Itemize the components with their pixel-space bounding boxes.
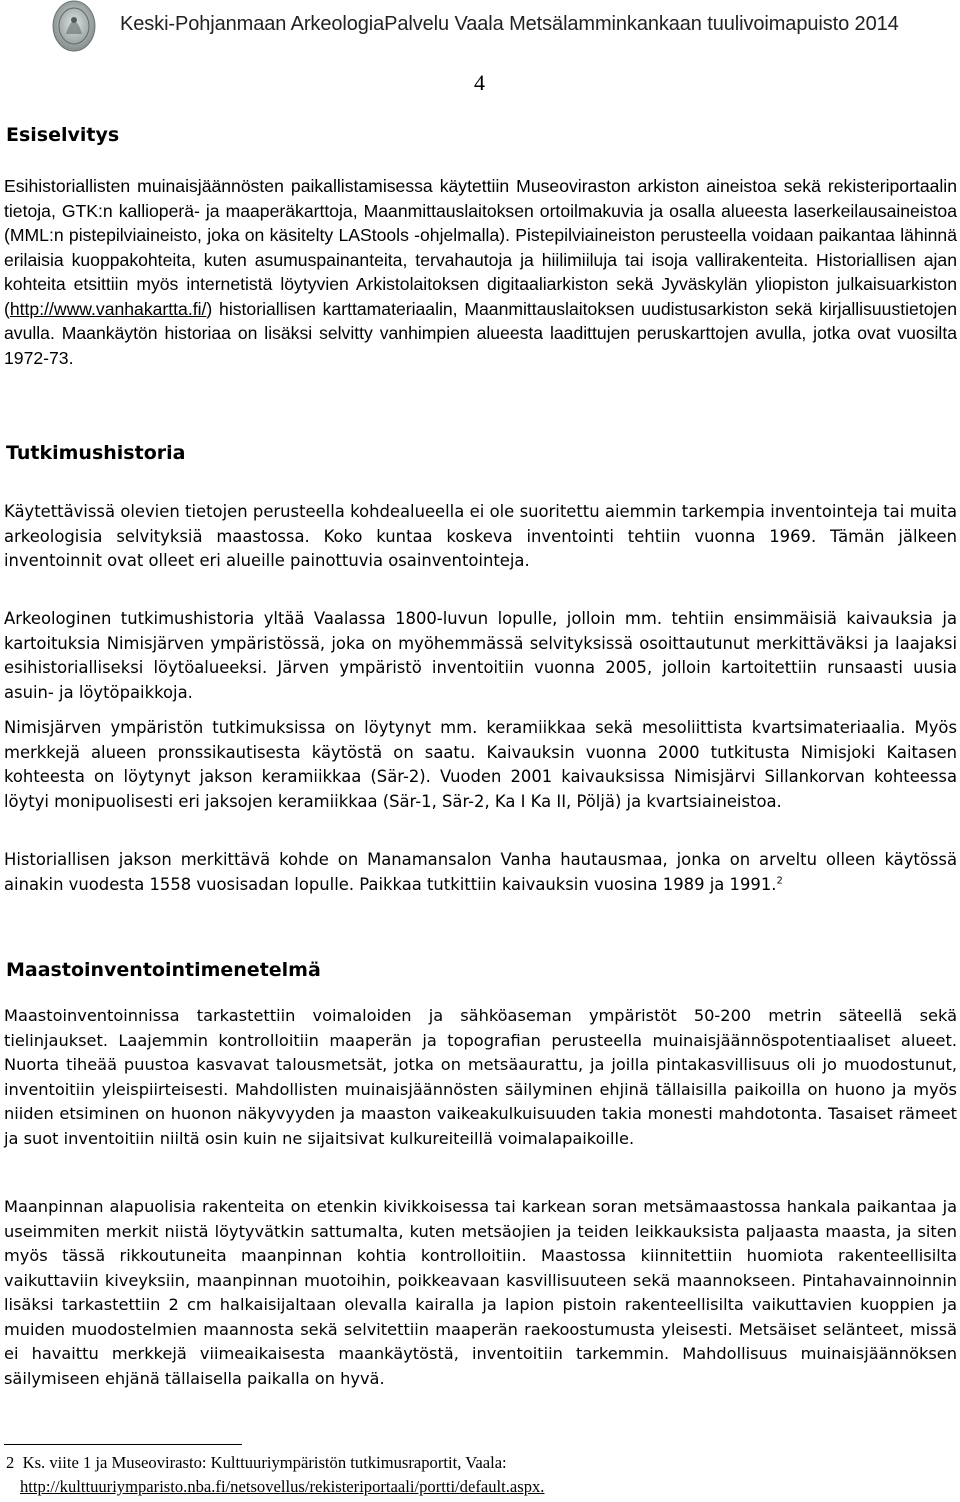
paragraph-tutkimushistoria-1: Käytettävissä olevien tietojen perusteella kohdealueella ei ole suoritettu aiemmin tarkempia inventointeja tai muita arkeologisia selvityksiä maastossa. Koko kuntaa koskeva inventointi tehtiin vuonna 1969. Tämän jälkeen inventoinnit ovat olleet eri alueille painottuvia osainventointeja.: [4, 502, 957, 570]
footnote-number: 2: [6, 1453, 15, 1472]
footnote-text: Ks. viite 1 ja Museovirasto: Kulttuuriympäristön tutkimusraportit, Vaala:: [22, 1453, 507, 1472]
section-heading-maastoinventointimenetelma: Maastoinventointimenetelmä: [6, 959, 321, 981]
paragraph-maastoinventointi-1: Maastoinventoinnissa tarkastettiin voimaloiden ja sähköaseman ympäristöt 50-200 metrin säteellä sekä tielinjaukset. Laajemmin kontrolloitiin maaperän ja topografian perusteella muinaisjäännöspotentiaaliset alueet. Nuorta tiheää puustoa kasvavat talousmetsät, jotka on metsäaurattu, ja joilla pintakasvillisuus oli jo muodostunut, inventoitiin yleispiirteisesti. Mahdollisten muinaisjäännösten säilyminen ehjinä tällaisilla paikoilla on huono ja myös niiden etsiminen on huonon näkyvyyden ja maaston vaikeakulkuisuuden takia monesti mahdotonta. Tasaiset rämeet ja suot inventoitiin niiltä osin kuin ne sijaitsivat kulkureiteillä voimalapaikoille.: [4, 1006, 957, 1148]
paragraph-tutkimushistoria-2: Arkeologinen tutkimushistoria yltää Vaalassa 1800-luvun lopulle, jolloin mm. tehtiin ensimmäisiä kaivauksia ja kartoituksia Nimisjärven ympäristössä, joka on myöhemmässä selvityksissä osoittautunut merkittäväksi ja laajaksi esihistorialliseksi löytöalueeksi. Järven ympäristö inventoitiin vuonna 2005, jolloin kartoitettiin runsaasti uusia asuin- ja löytöpaikkoja.: [4, 609, 957, 702]
paragraph-tutkimushistoria-4: Historiallisen jakson merkittävä kohde on Manamansalon Vanha hautausmaa, jonka on arveltu olleen käytössä ainakin vuodesta 1558 vuosisadan lopulle. Paikkaa tutkittiin kaivauksin vuosina 1989 ja 1991.$^2$: [4, 850, 957, 894]
footnote-divider: [4, 1444, 242, 1445]
page-number: 4: [474, 70, 485, 95]
footnote: [6, 1451, 946, 1499]
vanhakartta-link[interactable]: http://www.vanhakartta.fi/: [9, 298, 207, 319]
paragraph-esiselvitys: Esihistoriallisten muinaisjäännösten paikallistamisessa käytettiin Museoviraston arkiston aineistoa sekä rekisteriportaalin tietoja, GTK:n kallioperä- ja maaperäkarttoja, Maanmittauslaitoksen ortoilmakuvia ja osalla alueesta laserkeilausaineistoa (MML:n pistepilviaineisto, joka on käsitelty LAStools -ohjelmalla). Pistepilviaineiston perusteella voidaan paikantaa lähinnä erilaisia kuoppakohteita, kuten asumuspainanteita, tervahautoja ja hiilimiiluja tai isoja vallirakenteita. Historiallisen ajan kohteita etsittiin myös internetistä löytyvien Arkistolaitoksen digitaaliarkiston sekä Jyväskylän yliopiston julkaisuarkiston (http://www.vanhakartta.fi/) historiallisen karttamateriaalin, Maanmittauslaitoksen uudistusarkiston sekä kirjallisuustietojen avulla. Maankäytön historiaa on lisäksi selvitty vanhimpien alueesta laadittujen peruskarttojen avulla, jotka ovat vuosilta 1972-73.: [4, 176, 957, 368]
footnote-ref[interactable]: 2: [776, 875, 783, 887]
section-heading-tutkimushistoria: Tutkimushistoria: [6, 442, 186, 464]
organization-seal-icon: [52, 0, 96, 52]
section-heading-esiselvitys: Esiselvitys: [6, 124, 120, 146]
paragraph-maastoinventointi-2: Maanpinnan alapuolisia rakenteita on etenkin kivikkoisessa tai karkean soran metsämaastossa hankala paikantaa ja useimmiten merkit niistä löytyvätkin sattumalta, kuten metsäojien ja teiden leikkauksista paljaasta maasta, ja siten myös tässä rikkoutuneita maanpinnan kohtia kontrolloitiin. Maastossa kiinnitettiin huomiota rakenteellisilta vaikuttaviin kiveyksiin, maanpinnan muotoihin, poikkeavaan kasvillisuuteen sekä maannokseen. Pintahavainnoinnin lisäksi tarkastettiin 2 cm halkaisijaltaan olevalla kairalla ja lapion pistoin rakenteellisilta vaikuttavien kuoppien ja muiden muodostelmien maannosta sekä selvitettiin maaperän raekoostumusta yleisesti. Metsäiset selänteet, missä ei havaittu merkkejä viimeaikaisesta maankäytöstä, inventoitiin tarkemmin. Mahdollisuus muinaisjäännöksen säilymiseen ehjänä tällaisella paikalla on hyvä.: [4, 1197, 957, 1388]
header-title: Keski-Pohjanmaan ArkeologiaPalvelu Vaala Metsälamminkankaan tuulivoimapuisto 2014: [120, 13, 899, 35]
paragraph-tutkimushistoria-3: Nimisjärven ympäristön tutkimuksissa on löytynyt mm. keramiikkaa sekä mesoliittista kvartsimateriaalia. Myös merkkejä alueen pronssikautisesta käytöstä on saatu. Kaivauksin vuonna 2000 tutkitusta Nimisjoki Kaitasen kohteesta on löytynyt jakson keramiikkaa (Sär-2). Vuoden 2001 kaivauksissa Nimisjärvi Sillankorvan kohteessa löytyi monipuolisesti eri jaksojen keramiikkaa (Sär-1, Sär-2, Ka I Ka II, Pöljä) ja kvartsiaineistoa.: [4, 718, 957, 811]
footnote-link[interactable]: http://kulttuuriymparisto.nba.fi/netsovellus/rekisteriportaali/portti/default.aspx.: [20, 1477, 545, 1496]
